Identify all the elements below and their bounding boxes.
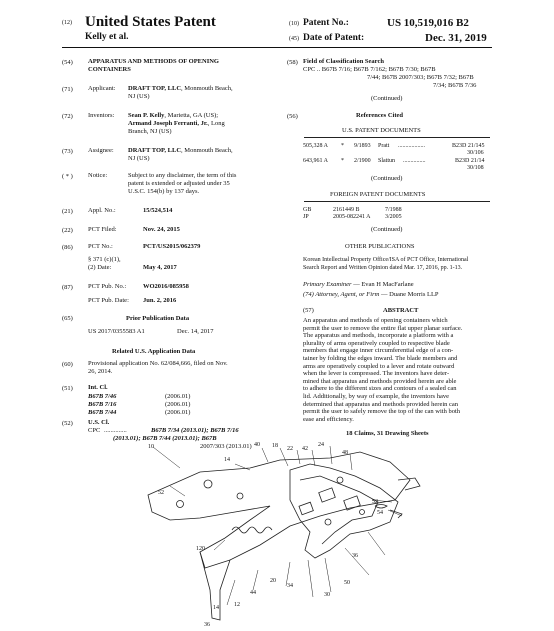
- ref-label: 48: [342, 450, 348, 456]
- inventor-1-name: Sean P. Kelly: [128, 112, 165, 119]
- provisional-line-1: Provisional application No. 62/084,666, filed on Nov.: [88, 360, 228, 367]
- applicant-code: (71): [62, 86, 73, 93]
- continued-2: (Continued): [371, 175, 403, 182]
- attorney-label: (74) Attorney, Agent, or Firm: [303, 291, 380, 298]
- ref-label: 12: [234, 602, 240, 608]
- s371-line-2: (2) Date:: [88, 264, 112, 271]
- us-doc-date: 9/1893: [354, 143, 371, 149]
- base-plate: [148, 452, 410, 568]
- other-pub-line-1: Korean Intellectual Property Office/ISA of PCT Office, International: [303, 257, 469, 263]
- pct-filed-code: (22): [62, 227, 73, 234]
- prior-heading: Prior Publication Data: [126, 315, 190, 322]
- foreign-country: GB: [303, 207, 312, 213]
- intcl-label: Int. Cl.: [88, 384, 108, 391]
- attorney-line: [303, 291, 439, 299]
- ref-label: 50: [344, 580, 350, 586]
- ref-label: 24: [318, 442, 324, 448]
- appl-label: Appl. No.:: [88, 207, 116, 214]
- assignee-country: NJ (US): [128, 155, 150, 162]
- ref-label: 14: [213, 605, 219, 611]
- us-docs-rule: [304, 137, 490, 138]
- us-doc-class-2: 30/106: [467, 150, 484, 156]
- abstract-line: The apparatus and methods, incorporate a platform with a: [303, 332, 454, 340]
- us-doc-star: *: [341, 143, 344, 149]
- abstract-line: when the lever is compressed. The inventors have deter-: [303, 370, 450, 378]
- us-doc-class-2: 30/108: [467, 165, 484, 171]
- date-label: Date of Patent:: [303, 33, 365, 43]
- ref-label: 20: [270, 578, 276, 584]
- patent-number: US 10,519,016 B2: [387, 17, 469, 29]
- pub-date: Jun. 2, 2016: [143, 297, 177, 304]
- pct-filed-date: Nov. 24, 2015: [143, 226, 180, 233]
- patent-no-code: (10): [289, 21, 299, 27]
- prior-date: Dec. 14, 2017: [177, 328, 214, 335]
- inventors-code: (72): [62, 113, 73, 120]
- refs-code: (56): [287, 113, 298, 120]
- abstract-line: to adhere to the different sizes and contours of a sealed can: [303, 385, 457, 393]
- applicant-country: NJ (US): [128, 93, 150, 100]
- notice-line-2: patent is extended or adjusted under 35: [128, 180, 230, 187]
- abstract-text: [303, 317, 462, 423]
- intcl-version-1: (2006.01): [165, 393, 191, 400]
- pct-no-code: (86): [62, 244, 73, 251]
- us-doc-number: 505,328 A: [303, 143, 329, 149]
- us-docs-heading: U.S. PATENT DOCUMENTS: [342, 127, 421, 134]
- ref-label: 36: [352, 553, 358, 559]
- ref-label: 42: [302, 446, 308, 452]
- cpc-line-1: B67B 7/34 (2013.01); B67B 7/16: [151, 427, 239, 434]
- ref-label: 44: [250, 590, 256, 596]
- intcl-class-1: B67B 7/46: [88, 393, 117, 400]
- field-label: Field of Classification Search: [303, 58, 384, 65]
- abstract-line: plurality of arms operatively coupled to respective blade: [303, 339, 450, 347]
- abstract-heading: ABSTRACT: [383, 307, 419, 314]
- country-title: United States Patent: [85, 14, 216, 30]
- intcl-class-3: B67B 7/44: [88, 409, 117, 416]
- s371-date: May 4, 2017: [143, 264, 177, 271]
- notice-label: Notice:: [88, 172, 108, 179]
- ref-label: 40: [254, 442, 260, 448]
- examiner-line: [303, 281, 414, 289]
- abstract-line: permit the user to remove the entire flat upper planar surface.: [303, 324, 463, 332]
- inventor-2-place: , Long: [207, 120, 225, 127]
- header-divider: [62, 47, 492, 48]
- pub-code: (87): [62, 284, 73, 291]
- us-doc-star: *: [341, 158, 344, 164]
- ref-label: 30: [324, 592, 330, 598]
- prior-number: US 2017/0355583 A1: [88, 328, 145, 335]
- abstract-line: lid. Additionally, by way of example, the inventors have: [303, 392, 449, 400]
- us-doc-number: 643,961 A: [303, 158, 329, 164]
- us-doc-date: 2/1900: [354, 158, 371, 164]
- appl-code: (21): [62, 208, 73, 215]
- appl-number: 15/524,514: [143, 207, 173, 214]
- abstract-code: (57): [303, 307, 314, 314]
- continued-3: (Continued): [371, 226, 403, 233]
- ref-label: 52: [372, 499, 378, 505]
- intcl-version-2: (2006.01): [165, 401, 191, 408]
- ref-label: 36: [204, 622, 210, 628]
- cpc-line-2: (2013.01); B67B 7/44 (2013.01); B67B: [113, 435, 217, 442]
- abstract-line: members that engage inner circumferential edge of a con-: [303, 347, 454, 355]
- kind-code: (12): [62, 20, 72, 26]
- pct-filed-label: PCT Filed:: [88, 226, 117, 233]
- notice-line-1: Subject to any disclaimer, the term of this: [128, 172, 237, 179]
- other-pub-line-2: Search Report and Written Opinion dated Mar. 17, 2016, pp. 1-13.: [303, 265, 463, 271]
- pub-date-label: PCT Pub. Date:: [88, 297, 129, 304]
- abstract-line: determined that apparatus and methods provided herein can: [303, 400, 459, 408]
- ref-label: 54: [377, 510, 383, 516]
- related-heading: Related U.S. Application Data: [112, 348, 196, 355]
- inventor-short: Kelly et al.: [85, 32, 129, 42]
- abstract-line: An apparatus and methods of opening containers which: [303, 317, 448, 324]
- assignee-label: Assignee:: [88, 147, 114, 154]
- intcl-code: (51): [62, 385, 73, 392]
- us-doc-class: B23D 21/145: [452, 143, 485, 149]
- foreign-rule: [304, 201, 490, 202]
- notice-line-3: U.S.C. 154(b) by 137 days.: [128, 188, 200, 195]
- foreign-date: 3/2005: [385, 214, 402, 220]
- assignee-name: DRAFT TOP, LLC: [128, 147, 182, 154]
- claims-line: 18 Claims, 31 Drawing Sheets: [346, 430, 429, 437]
- patent-date: Dec. 31, 2019: [425, 32, 487, 44]
- foreign-date: 7/1988: [385, 207, 402, 213]
- abstract-line: ease and efficiency.: [303, 415, 354, 423]
- inventor-2: [128, 120, 225, 128]
- uscl-label: U.S. Cl.: [88, 419, 110, 426]
- inventor-1-place: , Marietta, GA (US);: [164, 112, 219, 119]
- representative-drawing: [140, 440, 540, 628]
- ref-label: 14: [224, 457, 230, 463]
- us-doc-dots: ..................: [398, 143, 425, 149]
- notice-code: ( * ): [62, 173, 73, 180]
- pct-number: PCT/US2015/062379: [143, 243, 201, 250]
- applicant-name: DRAFT TOP, LLC: [128, 85, 182, 92]
- provisional-line-2: 26, 2014.: [88, 368, 113, 375]
- examiner-name: — Evan H MacFarlane: [351, 281, 414, 288]
- foreign-number: 2005-082241 A: [333, 214, 371, 220]
- ref-label: 10: [148, 444, 154, 450]
- patent-title: APPARATUS AND METHODS OF OPENING CONTAINERS: [88, 58, 219, 73]
- us-doc-dots: ...............: [403, 158, 426, 164]
- ref-label: 22: [287, 446, 293, 452]
- inventor-2-place-2: Branch, NJ (US): [128, 128, 172, 135]
- ref-label: 120: [196, 546, 205, 552]
- provisional-code: (60): [62, 361, 73, 368]
- patent-no-label: Patent No.:: [303, 18, 349, 28]
- inventor-1: [128, 112, 218, 120]
- inventors-label: Inventors:: [88, 112, 115, 119]
- applicant-line: [128, 85, 233, 93]
- cpc-dots: ..............: [104, 427, 127, 434]
- attorney-name: — Duane Morris LLP: [379, 291, 439, 298]
- intcl-version-3: (2006.01): [165, 409, 191, 416]
- foreign-country: JP: [303, 214, 309, 220]
- abstract-line: arms are operatively coupled to a lever and rotate outward: [303, 362, 455, 370]
- continued-1: (Continued): [371, 95, 403, 102]
- ref-label: 18: [272, 443, 278, 449]
- assignee-place: , Monmouth Beach,: [181, 147, 233, 154]
- intcl-class-2: B67B 7/16: [88, 401, 117, 408]
- refs-label: References Cited: [356, 112, 403, 119]
- prior-code: (65): [62, 315, 73, 322]
- pub-number: WO2016/085958: [143, 283, 189, 290]
- date-code: (45): [289, 36, 299, 42]
- field-line-2: 7/44; B67B 2007/303; B67B 7/32; B67B: [367, 74, 474, 81]
- pub-label: PCT Pub. No.:: [88, 283, 127, 290]
- us-doc-class: B23D 21/14: [455, 158, 485, 164]
- other-pubs-heading: OTHER PUBLICATIONS: [345, 243, 415, 250]
- ref-label: 34: [287, 583, 293, 589]
- assignee-code: (73): [62, 148, 73, 155]
- ref-label: 52: [158, 490, 164, 496]
- title-code: (54): [62, 59, 73, 66]
- foreign-heading: FOREIGN PATENT DOCUMENTS: [330, 191, 426, 198]
- spring: [232, 527, 272, 533]
- abstract-line: mined that apparatus and methods provided herein are able: [303, 377, 457, 385]
- applicant-place: , Monmouth Beach,: [181, 85, 233, 92]
- pct-no-label: PCT No.:: [88, 243, 113, 250]
- examiner-label: Primary Examiner: [303, 281, 352, 288]
- field-line-1: CPC .. B67B 7/16; B67B 7/162; B67B 7/30; B67B: [303, 66, 436, 73]
- inventor-2-name: Armand Joseph Ferranti, Jr.: [128, 120, 208, 127]
- field-code: (58): [287, 59, 298, 66]
- field-line-3: 7/34; B67B 7/36: [433, 82, 477, 89]
- uscl-code: (52): [62, 420, 73, 427]
- cpc-label: CPC: [88, 427, 101, 434]
- foreign-number: 2161449 B: [333, 207, 360, 213]
- us-doc-name: Pratt: [378, 143, 390, 149]
- abstract-line: tainer by folding the edges inward. The blade members and: [303, 354, 458, 362]
- abstract-line: permit the user to safely remove the top of the can with both: [303, 408, 461, 416]
- assignee-line: [128, 147, 233, 155]
- cpc-line-3: 2007/303 (2013.01): [200, 443, 252, 450]
- applicant-label: Applicant:: [88, 85, 116, 92]
- us-doc-name: Slattun: [378, 158, 396, 164]
- s371-line-1: § 371 (c)(1),: [88, 256, 121, 263]
